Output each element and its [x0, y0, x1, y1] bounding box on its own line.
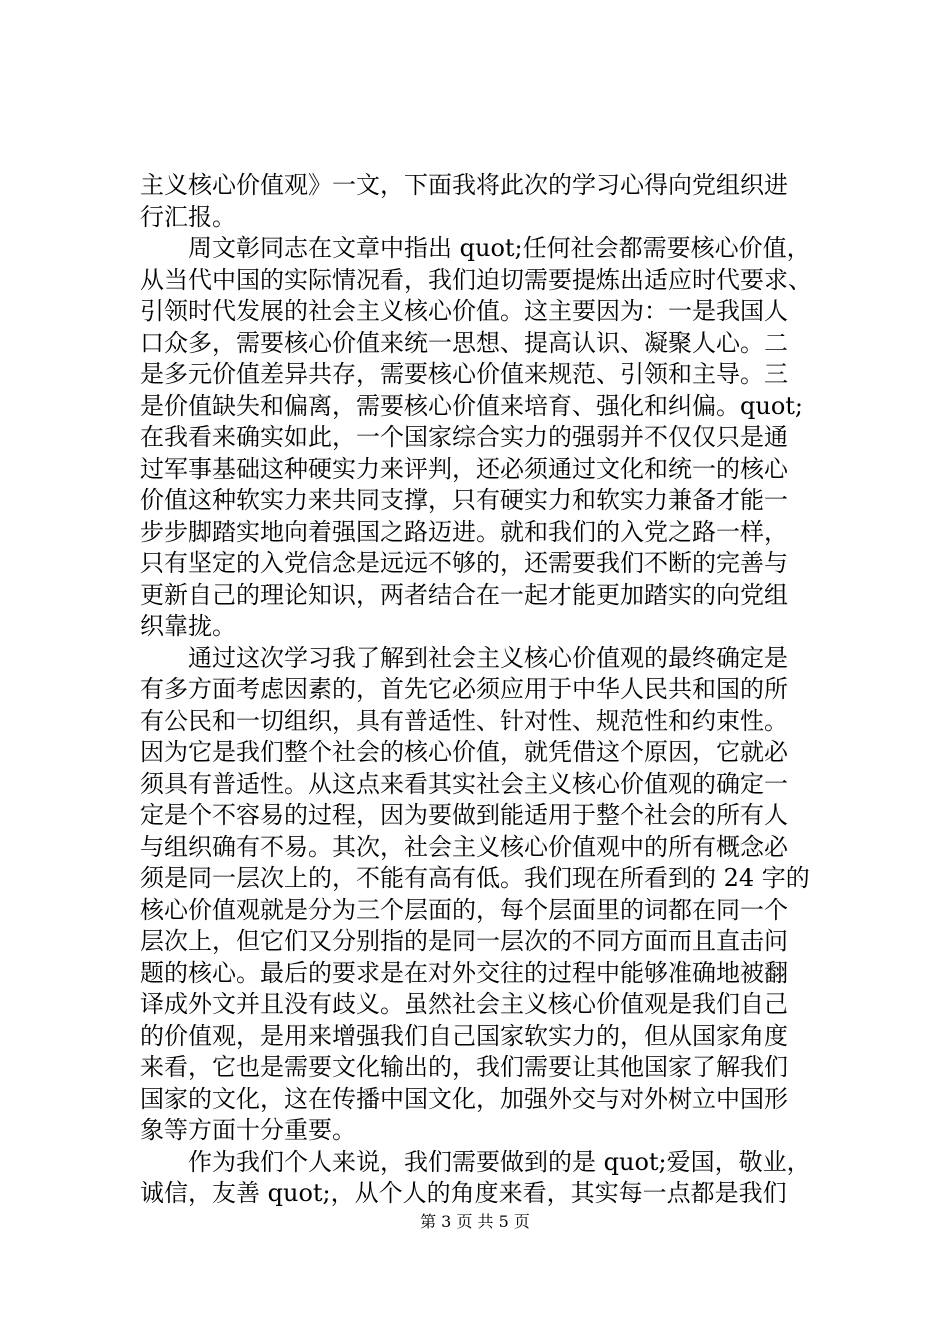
text-line: 有多方面考虑因素的，首先它必须应用于中华人民共和国的所 [140, 675, 788, 703]
text-line: 是多元价值差异共存，需要核心价值来规范、引领和主导。三 [140, 360, 788, 388]
text-line: 织靠拢。 [140, 612, 236, 640]
text-line: 定是个不容易的过程，因为要做到能适用于整个社会的所有人 [140, 801, 788, 829]
text-line: 主义核心价值观》一文，下面我将此次的学习心得向党组织进 [140, 171, 788, 199]
text-line: 译成外文并且没有歧义。虽然社会主义核心价值观是我们自己 [140, 990, 788, 1018]
text-line: 来看，它也是需要文化输出的，我们需要让其他国家了解我们 [140, 1053, 788, 1081]
text-line: 核心价值观就是分为三个层面的，每个层面里的词都在同一个 [140, 895, 788, 924]
text-line: 诚信，友善 quot;，从个人的角度来看，其实每一点都是我们 [140, 1179, 787, 1207]
text-line: 层次上，但它们又分别指的是同一层次的不同方面而且直击问 [140, 927, 788, 955]
text-line: 引领时代发展的社会主义核心价值。这主要因为：一是我国人 [140, 297, 788, 325]
text-line: 有公民和一切组织，具有普适性、针对性、规范性和约束性。 [140, 706, 788, 735]
text-line: 与组织确有不易。其次，社会主义核心价值观中的所有概念必 [140, 832, 788, 861]
document-body [140, 170, 830, 1210]
text-line: 须具有普适性。从这点来看其实社会主义核心价值观的确定一 [140, 769, 788, 798]
text-line: 步步脚踏实地向着强国之路迈进。就和我们的入党之路一样， [140, 517, 788, 546]
text-line: 过军事基础这种硬实力来评判，还必须通过文化和统一的核心 [140, 454, 788, 483]
text-line: 题的核心。最后的要求是在对外交往的过程中能够准确地被翻 [140, 958, 788, 987]
page-footer: 第 3 页 共 5 页 [420, 1212, 530, 1231]
text-line: 在我看来确实如此，一个国家综合实力的强弱并不仅仅只是通 [140, 423, 788, 451]
text-line: 行汇报。 [140, 202, 236, 231]
text-line: 因为它是我们整个社会的核心价值，就凭借这个原因，它就必 [140, 738, 788, 766]
text-line: 须是同一层次上的，不能有高有低。我们现在所看到的 24 字的 [140, 864, 810, 892]
text-line: 象等方面十分重要。 [140, 1116, 356, 1144]
text-line: 价值这种软实力来共同支撑，只有硬实力和软实力兼备才能一 [140, 486, 788, 514]
text-line: 通过这次学习我了解到社会主义核心价值观的最终确定是 [140, 643, 788, 672]
text-line: 国家的文化，这在传播中国文化，加强外交与对外树立中国形 [140, 1084, 788, 1113]
text-line: 口众多，需要核心价值来统一思想、提高认识、凝聚人心。二 [140, 328, 788, 357]
text-line: 是价值缺失和偏离，需要核心价值来培育、强化和纠偏。quot; [140, 391, 803, 420]
text-line: 只有坚定的入党信念是远远不够的，还需要我们不断的完善与 [140, 549, 788, 577]
text-line: 从当代中国的实际情况看，我们迫切需要提炼出适应时代要求、 [140, 265, 812, 294]
text-line: 的价值观，是用来增强我们自己国家软实力的，但从国家角度 [140, 1021, 788, 1050]
text-line: 作为我们个人来说，我们需要做到的是 quot;爱国，敬业， [140, 1147, 811, 1176]
text-line: 周文彰同志在文章中指出 quot;任何社会都需要核心价值， [140, 234, 811, 262]
text-line: 更新自己的理论知识，两者结合在一起才能更加踏实的向党组 [140, 580, 788, 609]
